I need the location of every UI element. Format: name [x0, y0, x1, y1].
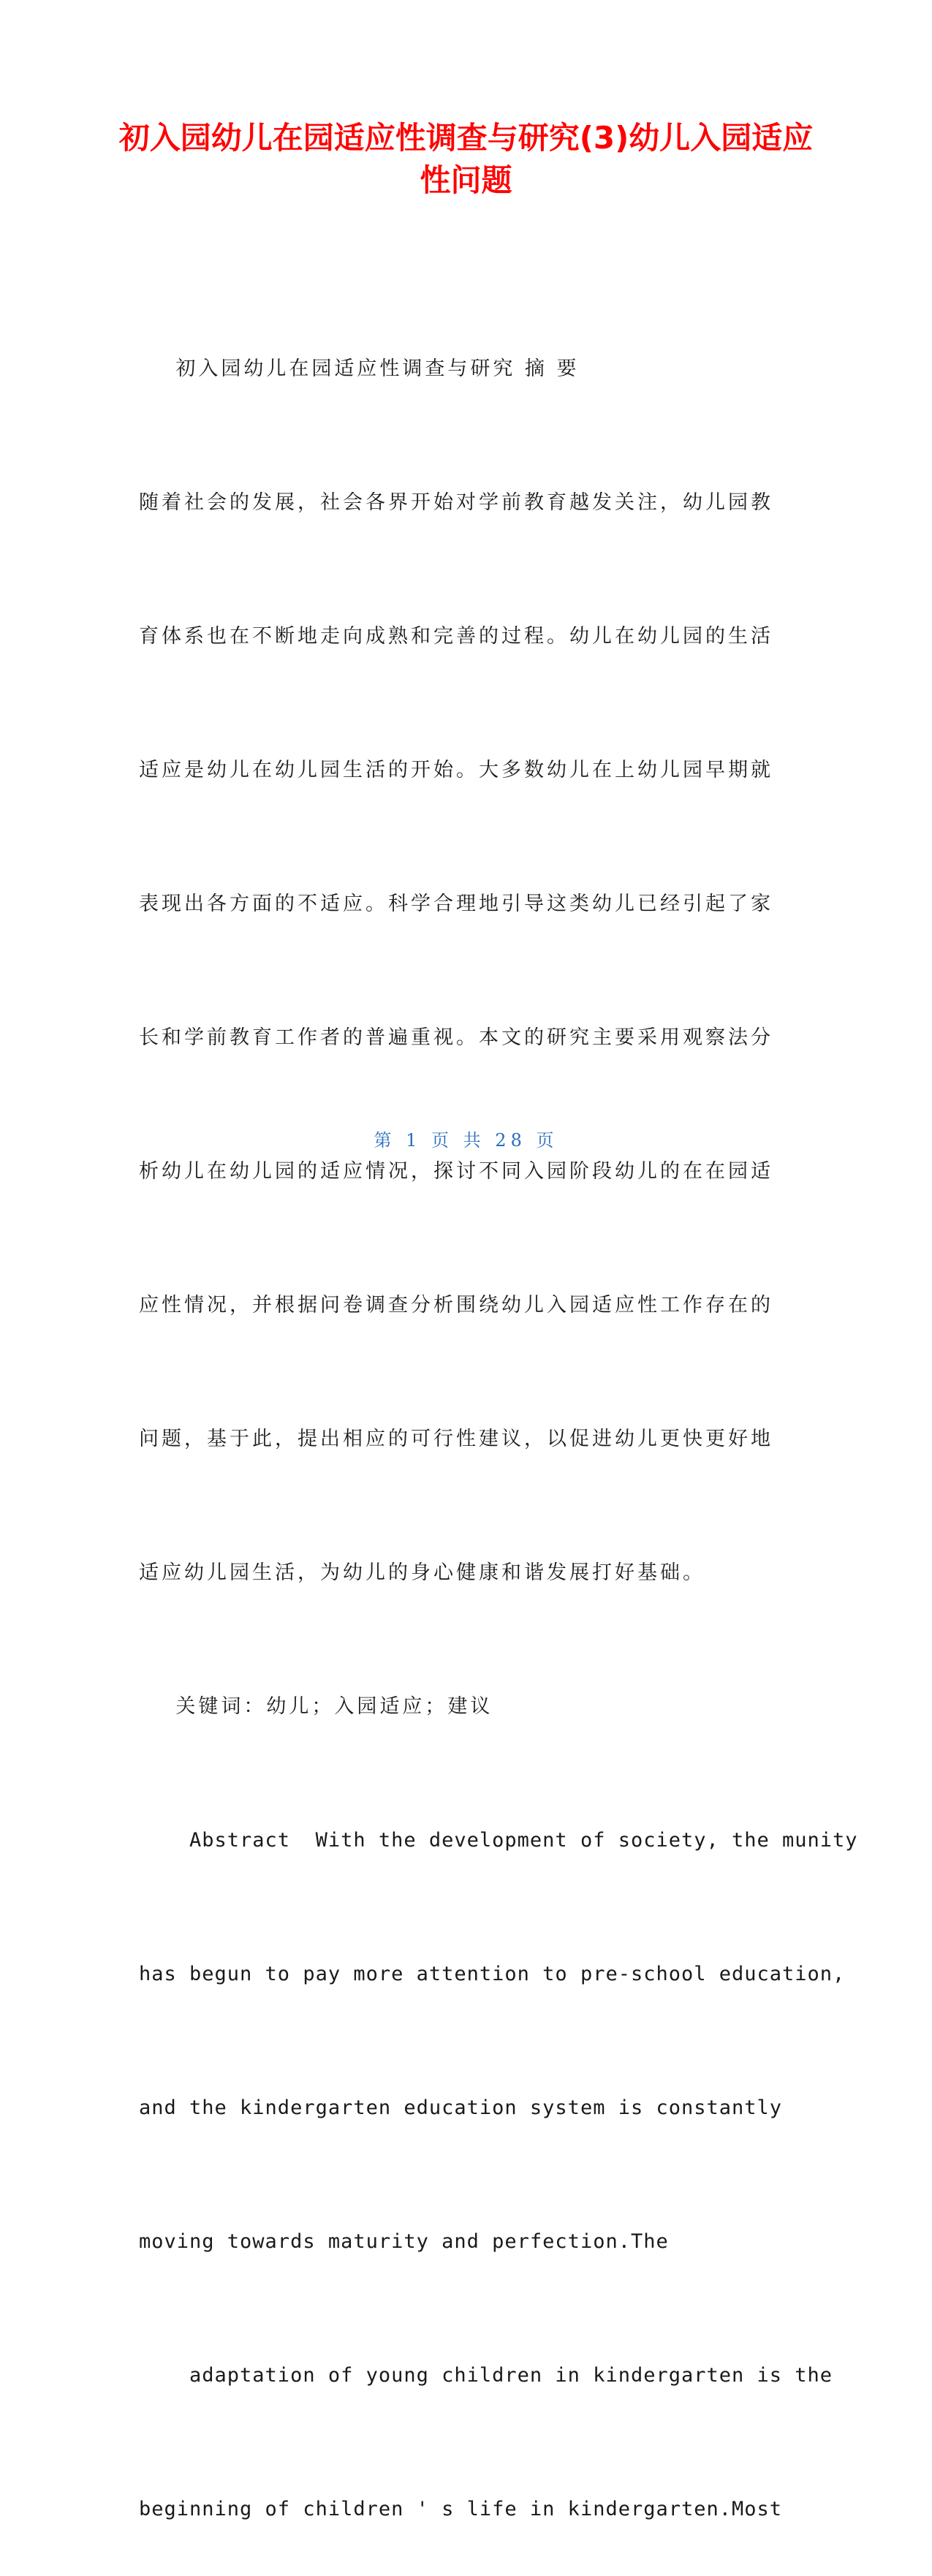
- english-abstract-line: beginning of children ' s life in kindergarten.Most: [139, 2498, 783, 2520]
- english-abstract-line: and the kindergarten education system is constantly: [139, 2096, 783, 2119]
- english-abstract-line: adaptation of young children in kindergarten is the: [139, 2364, 833, 2387]
- body-line: 适应幼儿园生活，为幼儿的身心健康和谐发展打好基础。: [139, 1561, 705, 1584]
- english-abstract-line: has begun to pay more attention to pre-school education,: [139, 1963, 846, 1985]
- keywords-line: 关键词：幼儿；入园适应；建议: [139, 1695, 493, 1718]
- document-title: 初入园幼儿在园适应性调查与研究(3)幼儿入园适应性问题: [118, 120, 814, 198]
- english-abstract-line: Abstract With the development of society, the munity: [139, 1829, 858, 1852]
- body-line: 析幼儿在幼儿园的适应情况，探讨不同入园阶段幼儿的在在园适: [139, 1160, 773, 1183]
- body-line: 应性情况，并根据问卷调查分析围绕幼儿入园适应性工作存在的: [139, 1294, 773, 1317]
- document-body: [139, 257, 858, 2576]
- body-line: 表现出各方面的不适应。科学合理地引导这类幼儿已经引起了家: [139, 893, 773, 915]
- abstract-heading-line: 初入园幼儿在园适应性调查与研究 摘 要: [139, 357, 580, 380]
- body-line: 育体系也在不断地走向成熟和完善的过程。幼儿在幼儿园的生活: [139, 625, 773, 648]
- body-line: 适应是幼儿在幼儿园生活的开始。大多数幼儿在上幼儿园早期就: [139, 759, 773, 781]
- body-line: 问题，基于此，提出相应的可行性建议，以促进幼儿更快更好地: [139, 1428, 773, 1450]
- page-number-footer: 第 1 页 共 28 页: [374, 1130, 558, 1151]
- english-abstract-line: moving towards maturity and perfection.The: [139, 2230, 669, 2253]
- body-line: 长和学前教育工作者的普遍重视。本文的研究主要采用观察法分: [139, 1026, 773, 1049]
- body-line: 随着社会的发展，社会各界开始对学前教育越发关注，幼儿园教: [139, 491, 773, 514]
